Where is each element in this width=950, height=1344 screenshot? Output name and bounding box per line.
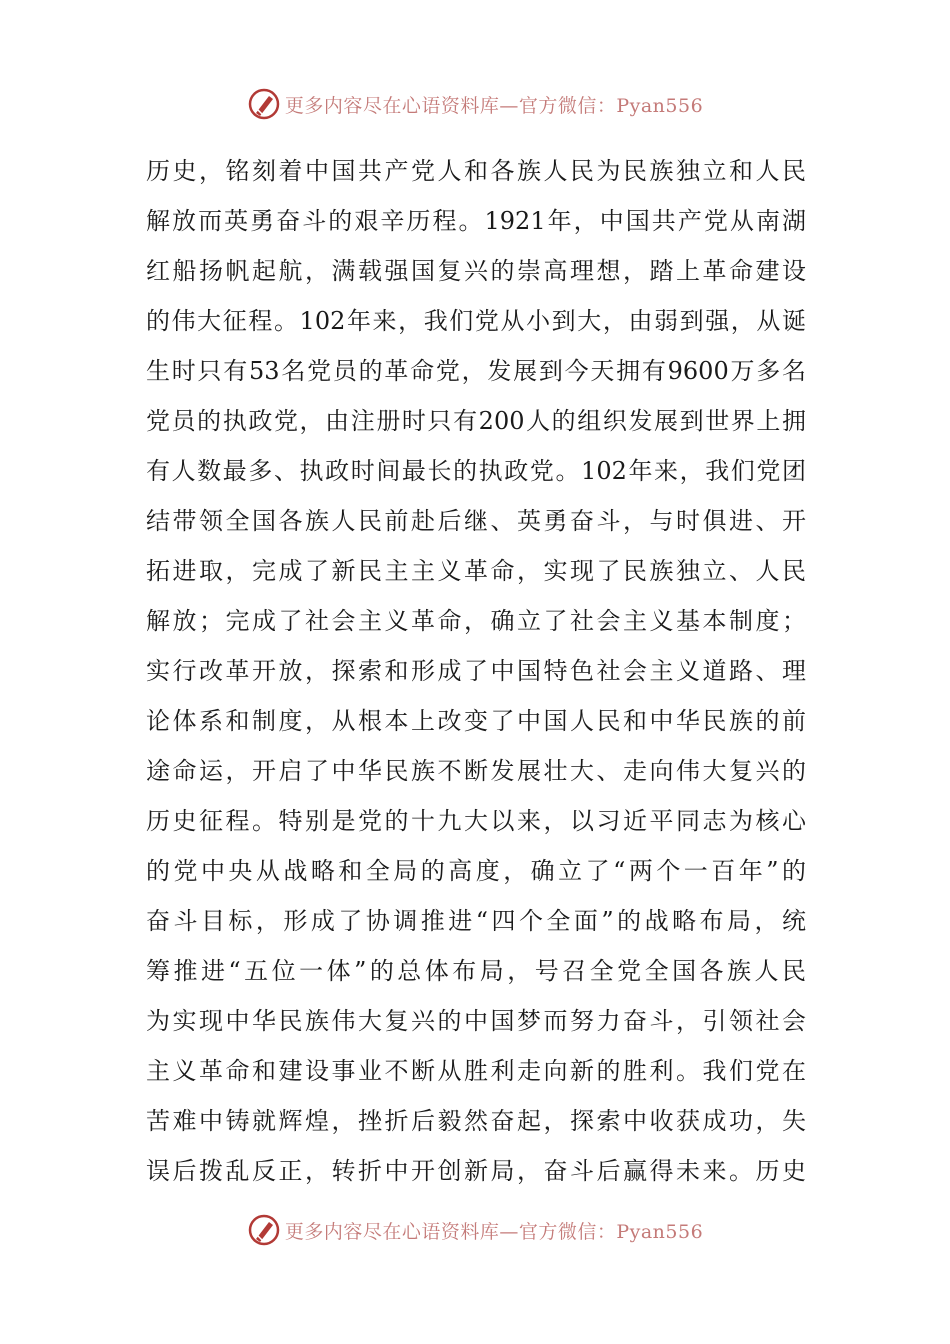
pen-nib-logo-icon bbox=[247, 1213, 281, 1247]
text-line: 途命运，开启了中华民族不断发展壮大、走向伟大复兴的 bbox=[146, 757, 806, 785]
text-line: 的党中央从战略和全局的高度，确立了“两个一百年”的 bbox=[146, 857, 806, 885]
text-line: 为实现中华民族伟大复兴的中国梦而努力奋斗，引领社会 bbox=[146, 1007, 806, 1035]
text-line: 的伟大征程。102年来，我们党从小到大，由弱到强，从诞 bbox=[146, 307, 806, 335]
text-line: 解放；完成了社会主义革命，确立了社会主义基本制度； bbox=[146, 607, 806, 635]
text-line: 生时只有53名党员的革命党，发展到今天拥有9600万多名 bbox=[146, 357, 806, 385]
text-line: 奋斗目标，形成了协调推进“四个全面”的战略布局，统 bbox=[146, 907, 806, 935]
header-banner bbox=[0, 84, 950, 124]
footer-banner-text: 更多内容尽在心语资料库—官方微信：Pyan556 bbox=[284, 1220, 704, 1243]
text-line: 误后拨乱反正，转折中开创新局，奋斗后赢得未来。历史 bbox=[146, 1157, 806, 1185]
header-banner-text: 更多内容尽在心语资料库—官方微信：Pyan556 bbox=[284, 94, 704, 117]
text-line: 党员的执政党，由注册时只有200人的组织发展到世界上拥 bbox=[146, 407, 806, 435]
document-body bbox=[146, 146, 806, 1196]
text-line: 历史征程。特别是党的十九大以来，以习近平同志为核心 bbox=[146, 807, 806, 835]
text-line: 结带领全国各族人民前赴后继、英勇奋斗，与时俱进、开 bbox=[146, 507, 806, 535]
text-line: 苦难中铸就辉煌，挫折后毅然奋起，探索中收获成功，失 bbox=[146, 1107, 806, 1135]
pen-nib-logo-icon bbox=[247, 87, 281, 121]
text-line: 论体系和制度，从根本上改变了中国人民和中华民族的前 bbox=[146, 707, 806, 735]
text-line: 实行改革开放，探索和形成了中国特色社会主义道路、理 bbox=[146, 657, 806, 685]
text-line: 解放而英勇奋斗的艰辛历程。1921年，中国共产党从南湖 bbox=[146, 207, 806, 235]
footer-banner bbox=[0, 1210, 950, 1250]
text-line: 历史，铭刻着中国共产党人和各族人民为民族独立和人民 bbox=[146, 157, 806, 185]
text-line: 主义革命和建设事业不断从胜利走向新的胜利。我们党在 bbox=[146, 1057, 806, 1085]
text-line: 筹推进“五位一体”的总体布局，号召全党全国各族人民 bbox=[146, 957, 806, 985]
text-line: 红船扬帆起航，满载强国复兴的崇高理想，踏上革命建设 bbox=[146, 257, 806, 285]
text-line: 拓进取，完成了新民主主义革命，实现了民族独立、人民 bbox=[146, 557, 806, 585]
text-line: 有人数最多、执政时间最长的执政党。102年来，我们党团 bbox=[146, 457, 806, 485]
